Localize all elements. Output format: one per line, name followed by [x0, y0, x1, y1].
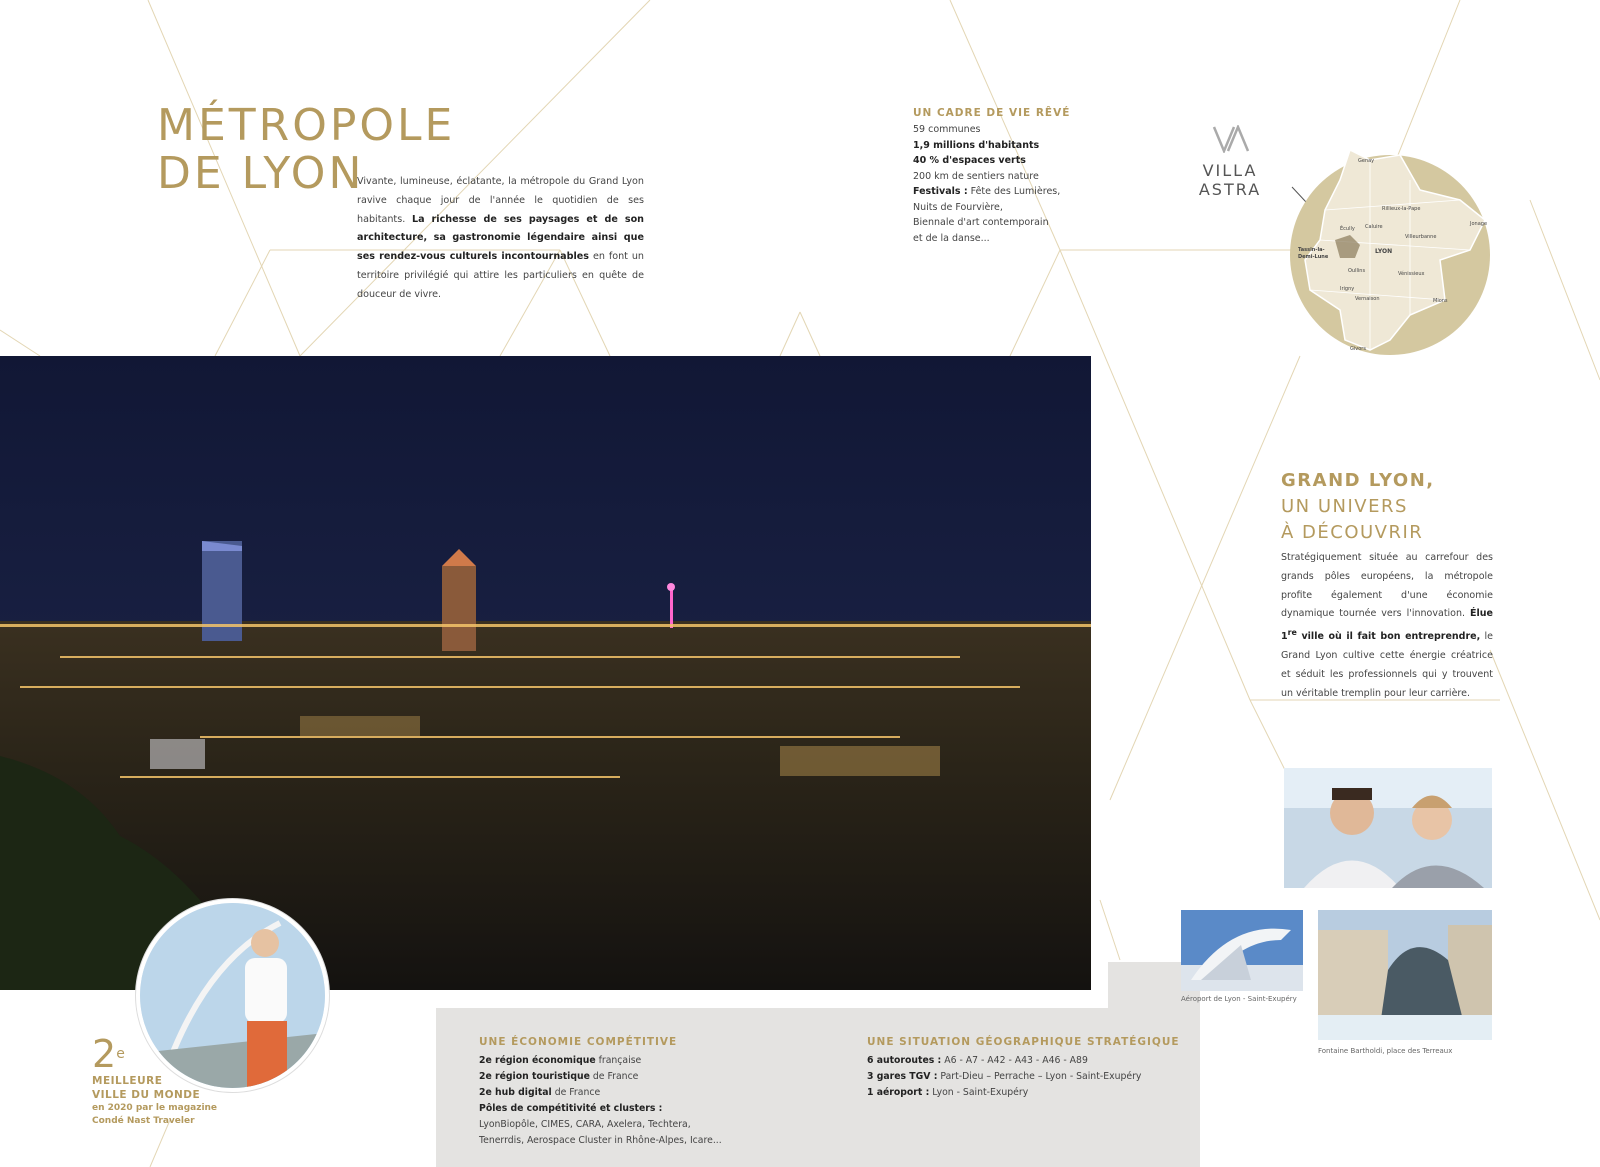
map-label: Villeurbanne	[1405, 234, 1437, 240]
map-label: Jonage	[1470, 221, 1488, 227]
map-label: Mions	[1433, 298, 1448, 304]
grand-lyon-map	[1270, 140, 1500, 380]
map-label: Caluire	[1365, 224, 1383, 230]
fontaine-photo	[1318, 910, 1492, 1040]
business-people-photo	[1284, 768, 1492, 888]
map-label: Givors	[1350, 346, 1366, 352]
cadre-title: UN CADRE DE VIE RÊVÉ	[913, 107, 1071, 119]
grand-lyon-title: GRAND LYON, UN UNIVERS À DÉCOUVRIR	[1281, 470, 1435, 543]
map-label: Écully	[1340, 226, 1355, 232]
economie-block: UNE ÉCONOMIE COMPÉTITIVE 2e région économique française 2e région touristique de France 2e hub digital de France Pôles de compétitivité et clusters : LyonBiopôle, CIMES, CARA, Axelera, Techtera, Tenerrdis, Aerospace Cluster in Rhône-Alpes, Icare...	[479, 1036, 722, 1146]
map-label: Genay	[1358, 158, 1375, 164]
intro-paragraph: Vivante, lumineuse, éclatante, la métropole du Grand Lyon ravive chaque jour de l'année le quotidien de ses habitants. La richesse de ses paysages et de son architecture, sa gastronomie légendaire ainsi que ses rendez-vous culturels incontournables en font un territoire privilégié qui attire les particuliers en quête de douceur de vivre.	[357, 176, 644, 300]
map-label: Irigny	[1340, 286, 1355, 292]
tower-part-dieu	[442, 566, 476, 651]
villa-astra-logo-icon	[1210, 125, 1250, 153]
lyon-night-photo	[0, 356, 1091, 990]
airport-photo	[1181, 910, 1303, 991]
map-label: Oullins	[1348, 268, 1366, 274]
situation-block: UNE SITUATION GÉOGRAPHIQUE STRATÉGIQUE 6 autoroutes : A6 - A7 - A42 - A43 - A46 - A89 3 gares TGV : Part-Dieu – Perrache – Lyon - Saint-Exupéry 1 aéroport : Lyon - Saint-Exupéry	[867, 1036, 1180, 1098]
map-label: Vernaison	[1355, 296, 1380, 302]
airport-caption: Aéroport de Lyon - Saint-Exupéry	[1181, 995, 1297, 1003]
ranking-badge: 2e MEILLEURE VILLE DU MONDE en 2020 par le magazine Condé Nast Traveler	[92, 1032, 218, 1126]
map-label: LYON	[1375, 248, 1393, 255]
map-label: Demi-Lune	[1298, 254, 1329, 260]
cadre-de-vie-block: UN CADRE DE VIE RÊVÉ 59 communes 1,9 millions d'habitants 40 % d'espaces verts 200 km de sentiers nature Festivals : Fête des Lumières, Nuits de Fourvière, Biennale d'art contemporain et de la danse...	[913, 107, 1133, 246]
villa-astra-logo: VILLA ASTRA	[1170, 125, 1290, 199]
map-label: Vénissieux	[1398, 271, 1425, 277]
fontaine-caption: Fontaine Bartholdi, place des Terreaux	[1318, 1047, 1453, 1055]
map-label: Rillieux-la-Pape	[1382, 206, 1421, 212]
page-title: MÉTROPOLE DE LYON	[157, 100, 456, 199]
map-label: Tassin-la-	[1298, 247, 1325, 253]
grand-lyon-paragraph: Stratégiquement située au carrefour des grands pôles européens, la métropole profite également d'une économie dynamique tournée vers l'innovation. Élue 1re ville où il fait bon entreprendre, le Grand Lyon cultive cette énergie créatrice et séduit les professionnels qui y trouvent un véritable tremplin pour leur carrière.	[1281, 552, 1493, 699]
